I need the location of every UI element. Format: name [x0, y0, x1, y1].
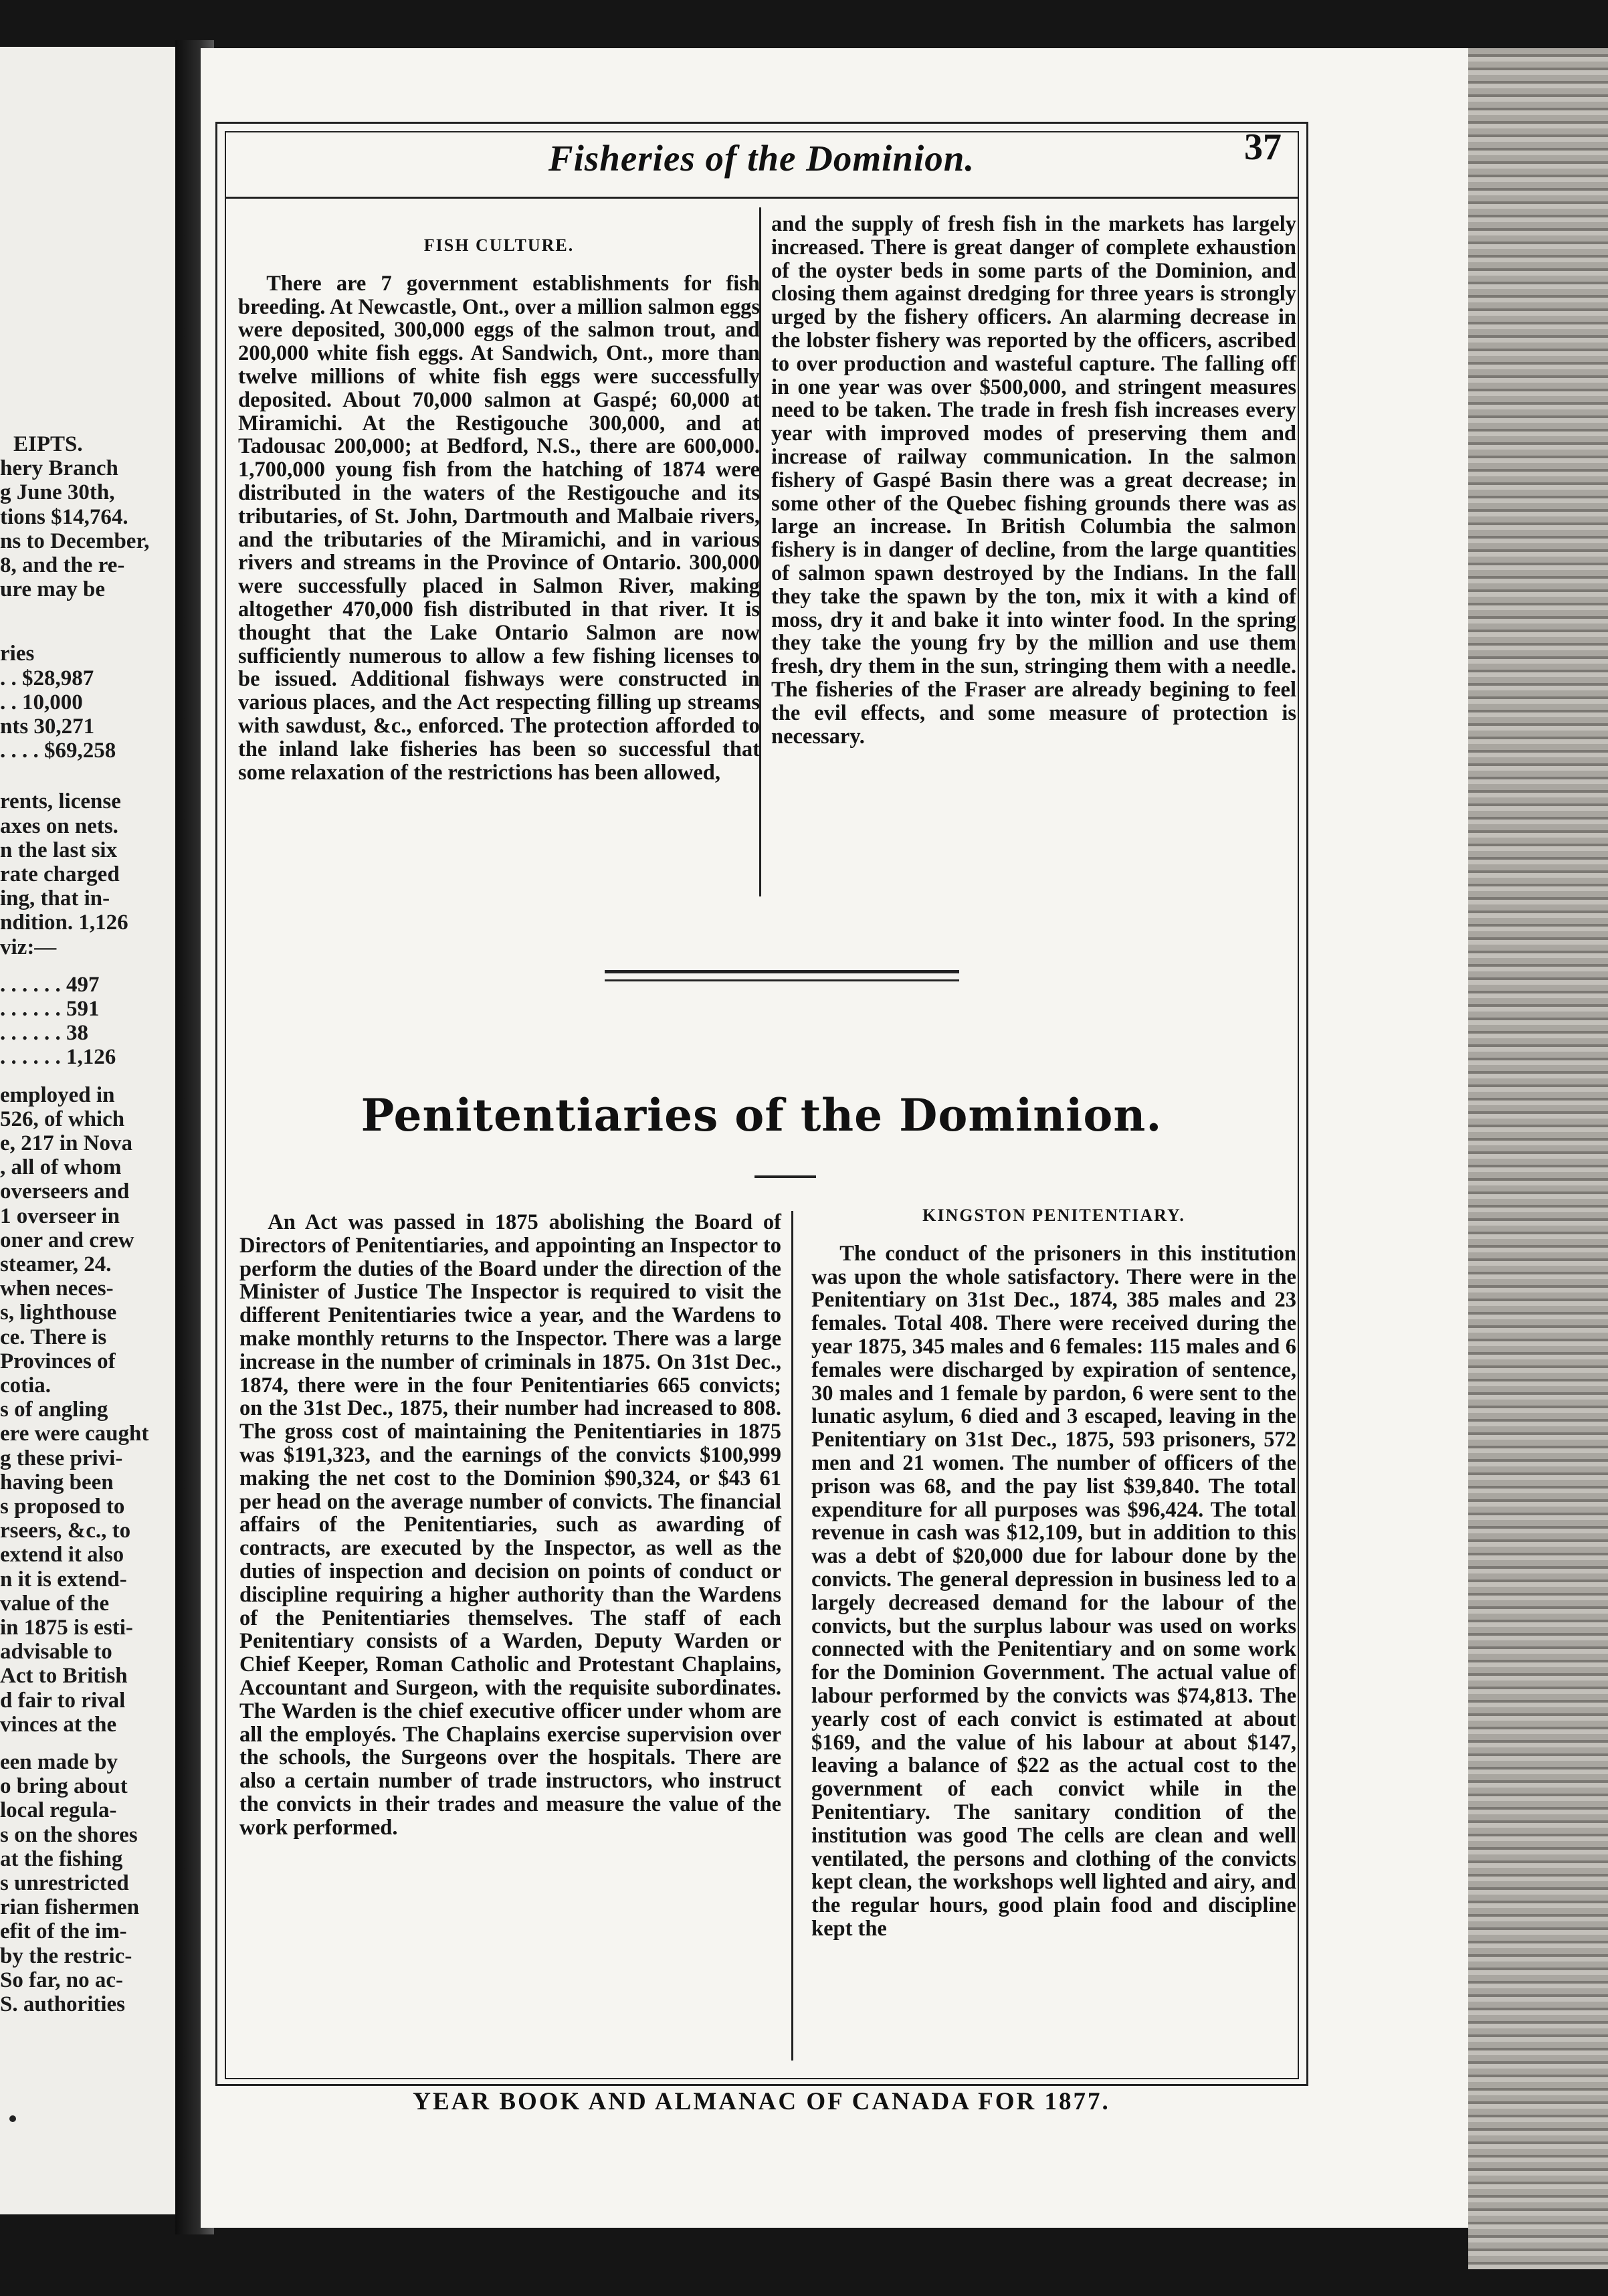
left-page-line: hery Branch [0, 456, 118, 481]
left-page-line: o bring about [0, 1774, 128, 1799]
left-page-line: ries [0, 642, 35, 666]
left-page-line: s proposed to [0, 1495, 125, 1519]
left-page-line: in 1875 is esti- [0, 1616, 133, 1640]
kingston-heading: KINGSTON PENITENTIARY. [922, 1206, 1185, 1225]
section-title: Penitentiaries of the Dominion. [361, 1089, 1163, 1141]
left-page-line: n the last six [0, 838, 118, 862]
left-page-line: by the restric- [0, 1943, 132, 1968]
title-underline [755, 1175, 816, 1178]
left-page-line: axes on nets. [0, 814, 118, 838]
penitentiaries-paragraph-1: An Act was passed in 1875 abolishing the Board of Directors of Penitentiaries, and appointing an Inspector to perform the duties of the Board under the direction of the Minister of Justice The Inspector is required to visit the different Penitentiaries twice a year, and the Wardens to make monthly returns to the Inspector. There was a large increase in the number of criminals in 1875. On 31st Dec., 1874, there were in the four Penitentiaries 665 convicts; on the 31st Dec., 1875, their number had increased to 808. The gross cost of maintaining the Penitentiaries in 1875 was $191,323, and the earnings of the convicts $100,999 making the net cost to the Dominion $90,324, or $43 61 per head on the average number of convicts. The financial affairs of the Penitentiaries, such as awarding of contracts, are executed by the Inspector, as well as the duties of inspection and decision on points of conduct or discipline requiring a higher authority than the Wardens of the Penitentiaries themselves. The staff of each Penitentiary consists of a Warden, Deputy Warden or Chief Keeper, Roman Catholic and Protestant Chaplains, Accountant and Surgeon, with the requisite subordinates. The Warden is the chief executive officer under whom are all the employés. The Chaplains exercise supervision over the schools, the Surgeons over the hospitals. There are also a certain number of trade instructors, who instruct the convicts in their trades and measure the value of the work performed. [239, 1210, 781, 1840]
left-page-line: s unrestricted [0, 1871, 129, 1895]
left-page-line: at the fishing [0, 1846, 123, 1871]
fish-culture-heading: FISH CULTURE. [423, 235, 575, 255]
left-page-line: . . . . . . 1,126 [0, 1045, 116, 1070]
left-page-line: rseers, &c., to [0, 1519, 131, 1543]
left-page-line: , all of whom [0, 1155, 122, 1180]
left-page-line: . . . . . . 497 [0, 972, 100, 997]
left-page-line: een made by [0, 1750, 118, 1774]
left-page-line: n it is extend- [0, 1567, 127, 1592]
left-page-line: viz:— [0, 935, 57, 959]
header-rule [225, 197, 1298, 199]
left-page-line: s on the shores [0, 1822, 138, 1847]
left-page-line: steamer, 24. [0, 1252, 112, 1276]
gutter-mark [9, 2115, 16, 2122]
left-page-line: . . . . $69,258 [0, 739, 116, 763]
left-page-line: . . . . . . 38 [0, 1021, 88, 1046]
left-page-line: g June 30th, [0, 480, 115, 505]
left-page-line: ns to December, [0, 529, 150, 553]
left-page-line: g these privi- [0, 1446, 123, 1470]
left-page-line: ing, that in- [0, 886, 110, 911]
left-page-line: having been [0, 1470, 114, 1495]
fish-culture-column-2 [771, 213, 1296, 748]
left-page-line: s of angling [0, 1398, 108, 1422]
left-page-line: 526, of which [0, 1107, 125, 1131]
kingston-paragraph: The conduct of the prisoners in this institution was upon the whole satisfactory. There were in the Penitentiary on 31st Dec., 1874, 385 males and 23 females. Total 408. There were received during the year 1875, 345 males and 6 females: 115 males and 6 females were discharged by expiration of sentence, 30 males and 1 female by pardon, 6 were sent to the lunatic asylum, 6 died and 3 escaped, leaving in the Penitentiary on 31st Dec., 1875, 593 prisoners, 572 men and 21 women. The number of officers of the prison was 68, and the pay list $39,840. The total expenditure for all purposes was $96,424. The total revenue in cash was $12,109, but in addition to this was a debt of $20,000 due for labour done by the convicts. The general depression in business led to a largely decreased demand for the labour of the convicts, but the surplus labour was used on works connected with the Penitentiary and on some work for the Dominion Government. The actual value of labour performed by the convicts was $74,813. The yearly cost of each convict is estimated at about $169, and the value of his labour at about $147, leaving a balance of $22 as the actual cost to the government of each convict while in the Penitentiary. The sanitary condition of the institution was good The cells are clean and well ventilated, the persons and clothing of the convicts kept clean, the workshops well lighted and airy, and the regular hours, good plain food and discipline kept the [811, 1241, 1296, 1941]
section-divider-thin [605, 979, 959, 981]
section-divider-thick [605, 970, 959, 973]
left-page-line: ure may be [0, 577, 106, 602]
left-page-line: efit of the im- [0, 1919, 127, 1944]
penitentiaries-column-1 [239, 1211, 781, 1840]
penitentiaries-column-2 [811, 1204, 1296, 1941]
left-page-line: . . $28,987 [0, 666, 94, 690]
left-page-line: ere were caught [0, 1422, 149, 1446]
left-page-line: ce. There is [0, 1325, 107, 1349]
left-page-line: Act to British [0, 1664, 128, 1689]
left-page-line: vinces at the [0, 1712, 117, 1737]
left-page-line: extend it also [0, 1543, 124, 1567]
left-page-line: So far, no ac- [0, 1968, 123, 1992]
fish-culture-column-1 [238, 234, 760, 784]
left-page-line: rate charged [0, 862, 120, 886]
left-page-line: overseers and [0, 1179, 130, 1204]
left-page-line: S. authorities [0, 1992, 126, 2016]
left-page-line: Provinces of [0, 1349, 116, 1373]
left-page-line: local regula- [0, 1798, 117, 1823]
left-page-line: 8, and the re- [0, 553, 125, 577]
left-page-line: cotia. [0, 1373, 52, 1398]
left-page-line: oner and crew [0, 1228, 134, 1252]
page-number: 37 [1244, 126, 1282, 168]
left-page-line: . . . . . . 591 [0, 997, 100, 1021]
left-page-line: e, 217 in Nova [0, 1131, 132, 1155]
left-page-line: 1 overseer in [0, 1204, 120, 1228]
fish-culture-paragraph-1: There are 7 government establishments for fish breeding. At Newcastle, Ont., over a million salmon eggs were deposited, 300,000 eggs of the salmon trout, and 200,000 white fish eggs. At Sandwich, Ont., more than twelve millions of white fish eggs were successfully deposited. About 70,000 salmon at Gaspé; 60,000 at Miramichi. At the Restigouche 300,000, and at Tadousac 200,000; at Bedford, N.S., there are 600,000. 1,700,000 young fish from the hatching of 1874 were distributed in the waters of the Restigouche and its tributaries, of St. John, Dartmouth and Malbaie rivers, and the tributaries of the Miramichi, and in various rivers and streams in the Province of Ontario. 300,000 were successfully placed in Salmon River, making altogether 470,000 fish distributed in that river. It is thought that the Lake Ontario Salmon are now sufficiently numerous to allow a few fishing licenses to be issued. Additional fishways were constructed in various places, and the Act respecting filling up streams with sawdust, &c., enforced. The protection afforded to the inland lake fisheries has been so successful that some relaxation of the restrictions has been allowed, [238, 271, 760, 785]
left-page-line: rian fishermen [0, 1895, 140, 1920]
left-page-line: when neces- [0, 1276, 114, 1301]
left-page-line: d fair to rival [0, 1688, 126, 1713]
left-facing-page [0, 47, 175, 2214]
left-page-line: . . 10,000 [0, 690, 83, 714]
left-page-line: tions $14,764. [0, 504, 128, 529]
left-page-line: advisable to [0, 1640, 112, 1664]
column-divider-bottom [791, 1211, 793, 2061]
left-page-line: value of the [0, 1591, 110, 1616]
page-footer: YEAR BOOK AND ALMANAC OF CANADA FOR 1877. [413, 2088, 1110, 2115]
running-head: Fisheries of the Dominion. [548, 138, 975, 179]
page-edge [1468, 48, 1608, 2269]
left-page-line: nts 30,271 [0, 714, 95, 739]
left-page-line: rents, license [0, 789, 121, 814]
fish-culture-paragraph-2: and the supply of fresh fish in the markets has largely increased. There is great danger of complete exhaustion of the oyster beds in some parts of the Dominion, and closing them against dredging for three years is strongly urged by the fishery officers. An alarming decrease in the lobster fishery was reported by the officers, ascribed to over production and wasteful capture. The falling off in one year was over $500,000, and stringent measures need to be taken. The trade in fresh fish increases every year with improved modes of preserving them and increase of railway communication. In the salmon fishery of Gaspé Basin there was a great decrease; in some other of the Quebec fishing grounds there was as large an increase. In British Columbia the salmon fishery is in danger of decline, from the large quantities of salmon spawn destroyed by the Indians. In the fall they take the spawn by the ton, mix it with a kind of moss, dry it and bake it into winter food. In the spring they take the young fry by the million and use them fresh, dry them in the sun, stringing them with a needle. The fisheries of the Fraser are already begining to feel the evil effects, and some measure of protection is necessary. [771, 212, 1296, 749]
left-page-line: s, lighthouse [0, 1301, 117, 1325]
left-page-line: EIPTS. [13, 432, 83, 456]
left-page-line: employed in [0, 1082, 115, 1107]
left-page-line: ndition. 1,126 [0, 911, 128, 935]
